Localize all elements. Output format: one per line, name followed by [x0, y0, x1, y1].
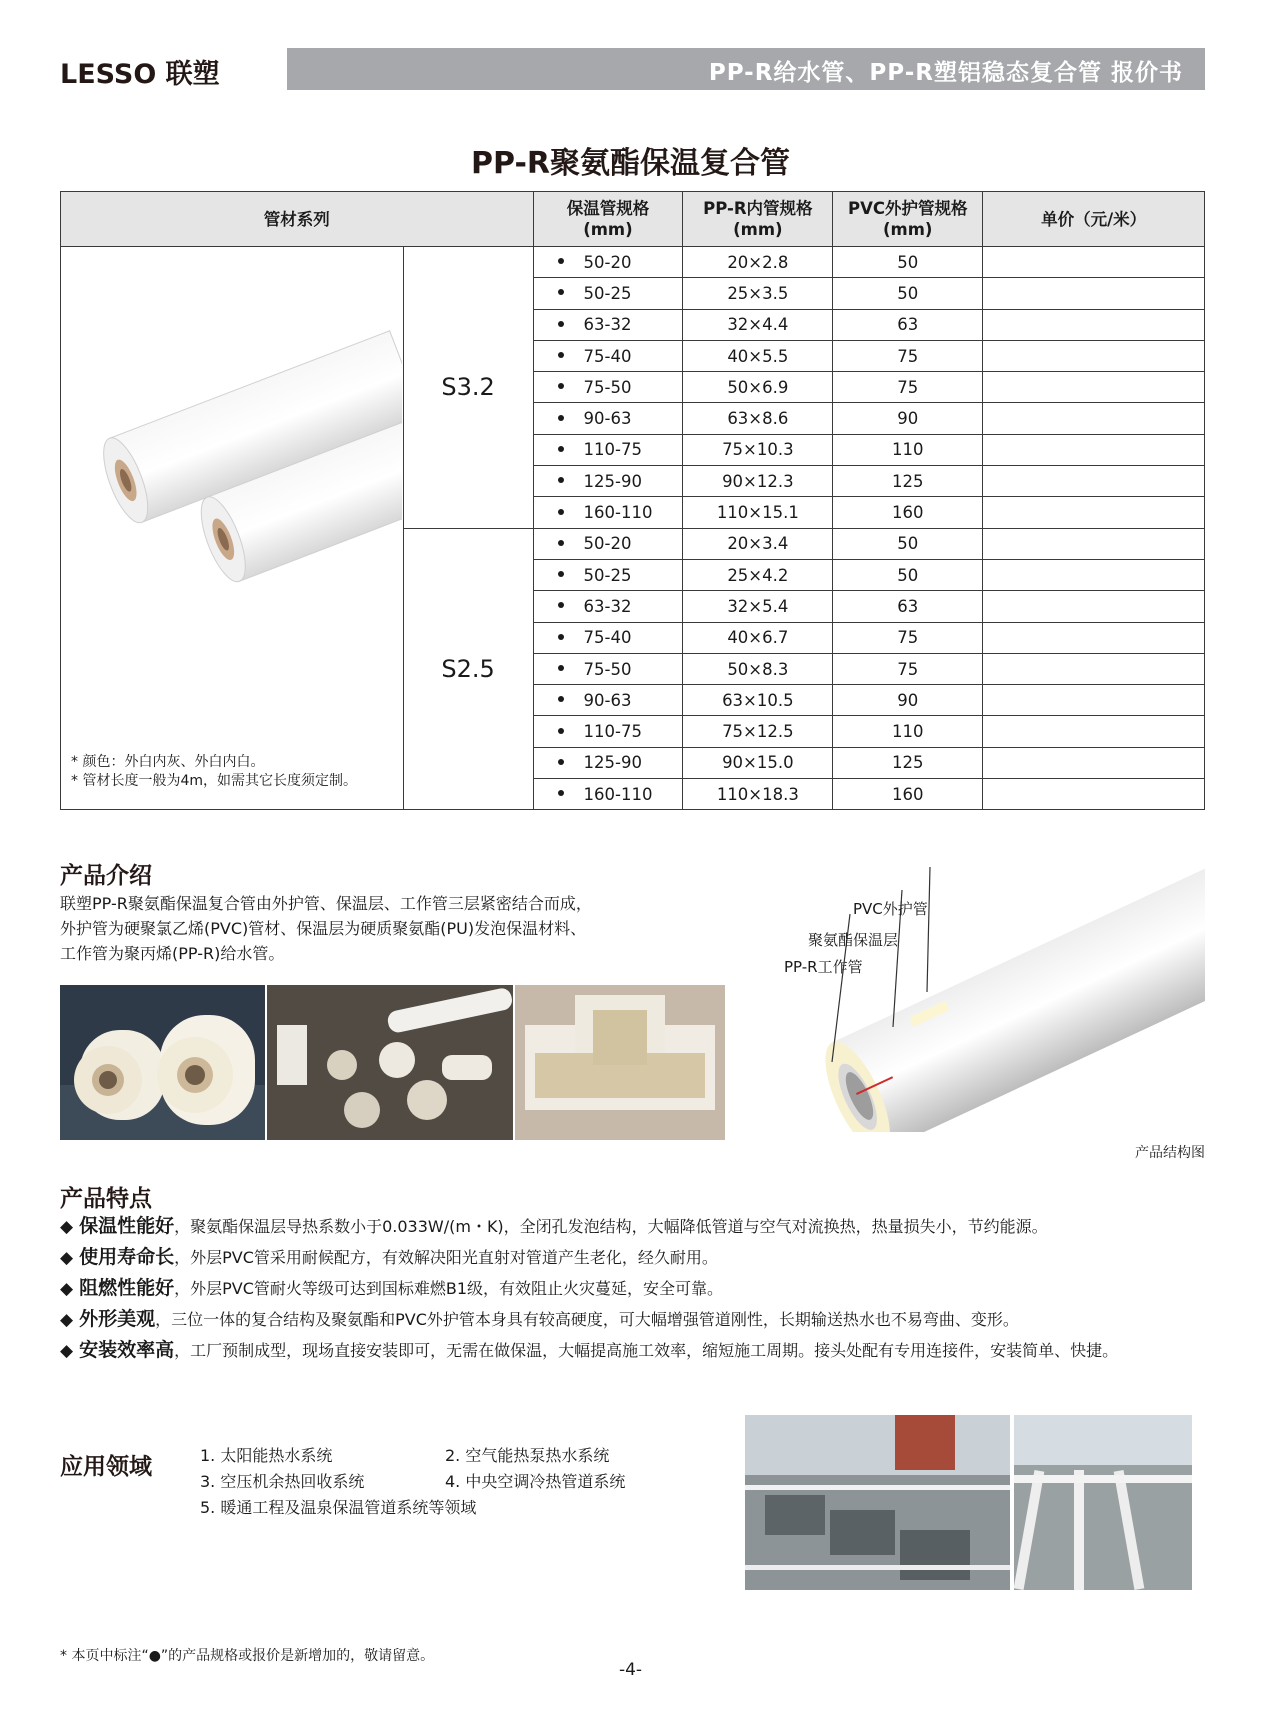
- new-item-bullet-icon: [558, 571, 564, 577]
- cell-unit-price: [983, 466, 1205, 497]
- cell-inner-spec: 32×5.4: [683, 591, 833, 622]
- cell-outer-spec: 160: [833, 497, 983, 528]
- list-item: 1. 太阳能热水系统: [200, 1446, 333, 1465]
- cell-text: 50-20: [583, 534, 632, 554]
- footnote: * 本页中标注“●”的产品规格或报价是新增加的，敬请留意。: [60, 1648, 435, 1664]
- feature-text: ，聚氨酯保温层导热系数小于0.033W/(m・K)，全闭孔发泡结构，大幅降低管道与空气对流换热，热量损失小，节约能源。: [174, 1217, 1048, 1236]
- cell-outer-spec: 63: [833, 309, 983, 340]
- cell-unit-price: [983, 528, 1205, 559]
- cell-insulated-spec: [533, 278, 683, 309]
- cell-outer-spec: 63: [833, 591, 983, 622]
- new-item-bullet-icon: [558, 728, 564, 734]
- new-item-bullet-icon: [558, 258, 564, 264]
- cell-unit-price: [983, 340, 1205, 371]
- feature-item: [60, 1211, 1210, 1242]
- cell-insulated-spec: [533, 716, 683, 747]
- cell-outer-spec: 75: [833, 622, 983, 653]
- diagram-caption: 产品结构图: [1135, 1145, 1205, 1161]
- features-list: [60, 1211, 1210, 1366]
- intro-text: [60, 891, 592, 966]
- cell-unit-price: [983, 591, 1205, 622]
- cell-insulated-spec: [533, 528, 683, 559]
- photo-rooftop-units: [745, 1415, 1010, 1590]
- cell-text: 125-90: [583, 471, 642, 491]
- label-pu-insulation: 聚氨酯保温层: [808, 931, 899, 949]
- cell-unit-price: [983, 653, 1205, 684]
- cell-outer-spec: 160: [833, 779, 983, 810]
- cell-insulated-spec: [533, 559, 683, 590]
- feature-text: ，三位一体的复合结构及聚氨酯和PVC外护管本身具有较高硬度，可大幅增强管道刚性，长期输送热水也不易弯曲、变形。: [155, 1310, 1019, 1329]
- cell-text: 90-63: [583, 409, 632, 429]
- feature-title: 外形美观: [79, 1308, 156, 1330]
- cell-outer-spec: 125: [833, 466, 983, 497]
- cell-unit-price: [983, 685, 1205, 716]
- features-heading: 产品特点: [60, 1186, 152, 1212]
- cell-text: 160-110: [583, 784, 653, 804]
- new-item-bullet-icon: [558, 446, 564, 452]
- cell-inner-spec: 40×6.7: [683, 622, 833, 653]
- photo-rooftop-pipes: [1014, 1415, 1192, 1590]
- header-bar: [287, 48, 1205, 90]
- cell-unit-price: [983, 278, 1205, 309]
- cell-outer-spec: 110: [833, 434, 983, 465]
- cell-insulated-spec: [533, 309, 683, 340]
- new-item-bullet-icon: [558, 352, 564, 358]
- feature-title: 阻燃性能好: [79, 1277, 175, 1299]
- cell-insulated-spec: [533, 591, 683, 622]
- feature-title: 安装效率高: [79, 1339, 175, 1361]
- header-title: PP-R给水管、PP-R塑铝稳态复合管 报价书: [708, 60, 1183, 86]
- cell-outer-spec: 75: [833, 653, 983, 684]
- cell-inner-spec: 40×5.5: [683, 340, 833, 371]
- list-item: 5. 暖通工程及温泉保温管道系统等领域: [200, 1498, 477, 1517]
- cell-inner-spec: 63×10.5: [683, 685, 833, 716]
- cell-unit-price: [983, 497, 1205, 528]
- note-line: * 管材长度一般为4m，如需其它长度须定制。: [71, 773, 357, 790]
- list-item: 4. 中央空调冷热管道系统: [445, 1472, 626, 1491]
- cell-inner-spec: 25×3.5: [683, 278, 833, 309]
- th-unit-price: 单价（元/米）: [983, 192, 1205, 247]
- table-notes: [71, 753, 357, 791]
- cell-insulated-spec: [533, 779, 683, 810]
- leader-outer: [927, 867, 930, 992]
- feature-text: ，外层PVC管耐火等级可达到国标难燃B1级，有效阻止火灾蔓延，安全可靠。: [174, 1279, 724, 1298]
- cell-text: 50-25: [583, 565, 632, 585]
- series-label: S2.5: [403, 528, 533, 810]
- new-item-bullet-icon: [558, 696, 564, 702]
- feature-title: 保温性能好: [79, 1215, 175, 1237]
- new-item-bullet-icon: [558, 602, 564, 608]
- intro-line: 联塑PP-R聚氨酯保温复合管由外护管、保温层、工作管三层紧密结合而成，: [60, 894, 592, 913]
- cell-text: 75-40: [583, 346, 632, 366]
- new-item-bullet-icon: [558, 383, 564, 389]
- new-item-bullet-icon: [558, 415, 564, 421]
- new-item-bullet-icon: [558, 634, 564, 640]
- th-insulated-spec: 保温管规格 (mm): [533, 192, 683, 247]
- diamond-bullet-icon: ◆: [60, 1217, 74, 1237]
- cell-unit-price: [983, 434, 1205, 465]
- cell-text: 160-110: [583, 503, 653, 523]
- cell-outer-spec: 125: [833, 747, 983, 778]
- cell-outer-spec: 75: [833, 340, 983, 371]
- photo-pipe-rolls: [60, 985, 265, 1140]
- cell-text: 50-20: [583, 252, 632, 272]
- cell-outer-spec: 90: [833, 685, 983, 716]
- cell-insulated-spec: [533, 622, 683, 653]
- table-header-row: [61, 192, 1205, 247]
- new-item-bullet-icon: [558, 477, 564, 483]
- cell-text: 90-63: [583, 690, 632, 710]
- th-outer-spec: PVC外护管规格 (mm): [833, 192, 983, 247]
- intro-line: 工作管为聚丙烯(PP-R)给水管。: [60, 944, 285, 963]
- new-item-bullet-icon: [558, 665, 564, 671]
- cell-inner-spec: 25×4.2: [683, 559, 833, 590]
- intro-line: 外护管为硬聚氯乙烯(PVC)管材、保温层为硬质聚氨酯(PU)发泡保温材料、: [60, 919, 587, 938]
- cell-insulated-spec: [533, 497, 683, 528]
- cell-inner-spec: 110×15.1: [683, 497, 833, 528]
- cell-insulated-spec: [533, 747, 683, 778]
- cell-inner-spec: 50×6.9: [683, 372, 833, 403]
- page-number: -4-: [618, 1660, 643, 1680]
- cell-text: 75-50: [583, 659, 632, 679]
- feature-item: [60, 1304, 1210, 1335]
- cell-insulated-spec: [533, 653, 683, 684]
- cell-outer-spec: 110: [833, 716, 983, 747]
- cell-insulated-spec: [533, 247, 683, 278]
- photo-fittings: [267, 985, 513, 1140]
- cell-text: 63-32: [583, 315, 632, 335]
- cell-unit-price: [983, 747, 1205, 778]
- intro-heading: 产品介绍: [60, 863, 152, 889]
- feature-title: 使用寿命长: [79, 1246, 175, 1268]
- cell-inner-spec: 75×10.3: [683, 434, 833, 465]
- label-ppr-inner: PP-R工作管: [784, 958, 863, 976]
- cell-insulated-spec: [533, 340, 683, 371]
- brand-logo: LESSO 联塑: [60, 59, 220, 90]
- cell-text: 63-32: [583, 596, 632, 616]
- cell-text: 125-90: [583, 753, 642, 773]
- cell-text: 50-25: [583, 283, 632, 303]
- feature-text: ，工厂预制成型，现场直接安装即可，无需在做保温，大幅提高施工效率，缩短施工周期。接头处配有专用连接件，安装简单、快捷。: [174, 1341, 1119, 1360]
- cell-outer-spec: 50: [833, 278, 983, 309]
- cell-unit-price: [983, 559, 1205, 590]
- cell-unit-price: [983, 309, 1205, 340]
- feature-text: ，外层PVC管采用耐候配方，有效解决阳光直射对管道产生老化，经久耐用。: [174, 1248, 718, 1267]
- cell-outer-spec: 50: [833, 528, 983, 559]
- cell-inner-spec: 90×12.3: [683, 466, 833, 497]
- cell-inner-spec: 20×3.4: [683, 528, 833, 559]
- list-item: 3. 空压机余热回收系统: [200, 1472, 365, 1491]
- th-inner-spec: PP-R内管规格 (mm): [683, 192, 833, 247]
- photo-tee-section: [515, 985, 725, 1140]
- cell-inner-spec: 75×12.5: [683, 716, 833, 747]
- pipe-product-image: [61, 248, 402, 638]
- page-title: PP-R聚氨酯保温复合管: [471, 146, 790, 181]
- note-line: * 颜色：外白内灰、外白内白。: [71, 754, 265, 771]
- cell-text: 110-75: [583, 440, 642, 460]
- cell-outer-spec: 50: [833, 559, 983, 590]
- cell-outer-spec: 75: [833, 372, 983, 403]
- cell-inner-spec: 63×8.6: [683, 403, 833, 434]
- new-item-bullet-icon: [558, 759, 564, 765]
- cell-inner-spec: 50×8.3: [683, 653, 833, 684]
- cell-inner-spec: 110×18.3: [683, 779, 833, 810]
- feature-item: [60, 1242, 1210, 1273]
- cell-unit-price: [983, 716, 1205, 747]
- cell-unit-price: [983, 622, 1205, 653]
- th-series: 管材系列: [61, 192, 534, 247]
- cell-inner-spec: 20×2.8: [683, 247, 833, 278]
- cell-outer-spec: 90: [833, 403, 983, 434]
- label-pvc-outer: PVC外护管: [853, 900, 928, 918]
- feature-item: [60, 1273, 1210, 1304]
- cell-inner-spec: 90×15.0: [683, 747, 833, 778]
- cell-unit-price: [983, 247, 1205, 278]
- series-label: S3.2: [403, 247, 533, 529]
- new-item-bullet-icon: [558, 289, 564, 295]
- cell-insulated-spec: [533, 466, 683, 497]
- cell-insulated-spec: [533, 685, 683, 716]
- cell-insulated-spec: [533, 403, 683, 434]
- diamond-bullet-icon: ◆: [60, 1310, 74, 1330]
- new-item-bullet-icon: [558, 509, 564, 515]
- cell-insulated-spec: [533, 434, 683, 465]
- new-item-bullet-icon: [558, 321, 564, 327]
- applications-heading: 应用领域: [60, 1454, 152, 1480]
- cell-unit-price: [983, 403, 1205, 434]
- new-item-bullet-icon: [558, 540, 564, 546]
- diamond-bullet-icon: ◆: [60, 1279, 74, 1299]
- cell-text: 75-40: [583, 628, 632, 648]
- cell-text: 110-75: [583, 722, 642, 742]
- diamond-bullet-icon: ◆: [60, 1248, 74, 1268]
- new-item-bullet-icon: [558, 790, 564, 796]
- diamond-bullet-icon: ◆: [60, 1341, 74, 1361]
- list-item: 2. 空气能热泵热水系统: [445, 1446, 610, 1465]
- feature-item: [60, 1335, 1210, 1366]
- cell-outer-spec: 50: [833, 247, 983, 278]
- cell-unit-price: [983, 372, 1205, 403]
- cell-inner-spec: 32×4.4: [683, 309, 833, 340]
- cell-text: 75-50: [583, 377, 632, 397]
- cell-insulated-spec: [533, 372, 683, 403]
- cell-unit-price: [983, 779, 1205, 810]
